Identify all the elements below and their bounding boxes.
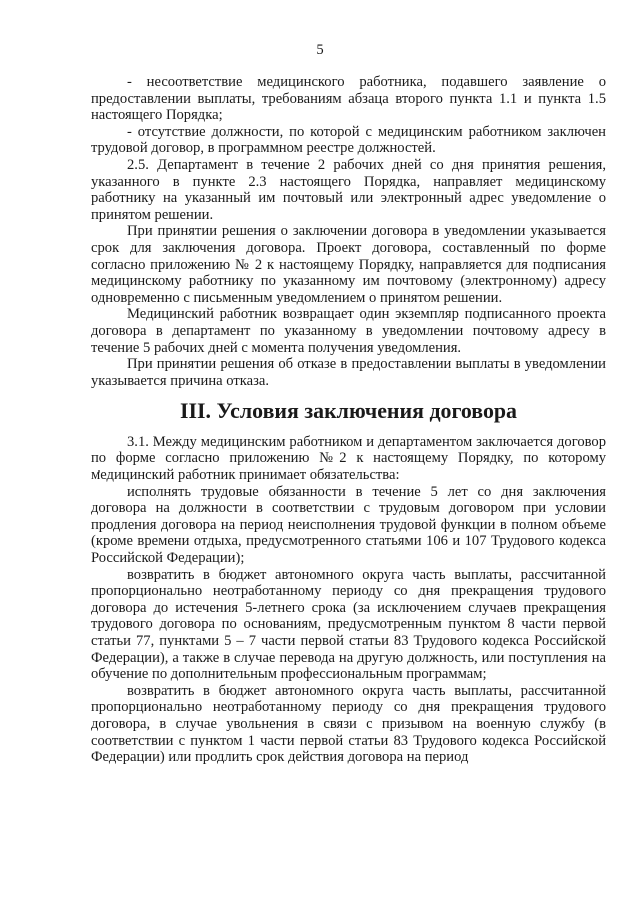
paragraph-obligation-refund: возвратить в бюджет автономного округа часть выплаты, рассчитанной пропорционально неотработанному периоду со дня прекращения трудового договора до истечения 5-летнего срока (за исключением случаев прекращения трудового договора по основаниям, предусмотренным пунктом 8 части первой статьи 77, пунктами 5 – 7 части первой статьи 83 Трудового кодекса Российской Федерации), а также в случае перевода на другую должность, или поступления на обучение по дополнительным профессиональным программам;: [91, 566, 606, 683]
paragraph-return-copy: Медицинский работник возвращает один экземпляр подписанного проекта договора в департамент по указанному в уведомлении почтовому адресу в течение 5 рабочих дней с момента получения уведомления.: [91, 306, 606, 356]
section-heading: III. Условия заключения договора: [179, 398, 518, 424]
page-number: 5: [316, 42, 324, 58]
paragraph-obligation-work: исполнять трудовые обязанности в течение 5 лет со дня заключения договора на должности в соответствии с трудовым договором при условии продления договора на период неисполнения трудовой функции в полном объеме (кроме времени отдыха, предусмотренного статьями 106 и 107 Трудового кодекса Российской Федерации);: [91, 483, 606, 567]
document-body: [91, 74, 606, 766]
paragraph-mismatch-requirements: - несоответствие медицинского работника, подавшего заявление о предоставлении выплаты, требованиям абзаца второго пункта 1.1 и пункта 1.5 настоящего Порядка;: [91, 74, 606, 124]
paragraph-refusal: При принятии решения об отказе в предоставлении выплаты в уведомлении указывается причина отказа.: [91, 356, 606, 389]
paragraph-contract-decision: При принятии решения о заключении договора в уведомлении указывается срок для заключения договора. Проект договора, составленный по форме согласно приложению № 2 к настоящему Порядку, направляется для подписания медицинскому работнику по указанному им почтовому (электронному) адресу одновременно с письменным уведомлением о принятом решении.: [91, 223, 606, 306]
paragraph-obligation-military: возвратить в бюджет автономного округа часть выплаты, рассчитанной пропорционально неотработанному периоду со дня прекращения трудового договора, в случае увольнения в связи с призывом на военную службу (в соответствии с пунктом 1 части первой статьи 83 Трудового кодекса Российской Федерации) или продлить срок действия договора на период: [91, 682, 606, 766]
paragraph-2-5: 2.5. Департамент в течение 2 рабочих дней со дня принятия решения, указанного в пункте 2.3 настоящего Порядка, направляет медицинскому работнику на указанный им почтовый или электронный адрес уведомление о принятом решении.: [91, 156, 606, 223]
paragraph-3-1: 3.1. Между медицинским работником и департаментом заключается договор по форме согласно приложению №2 к настоящему Порядку, по которому медицинский работник принимает обязательства:: [91, 433, 606, 484]
paragraph-no-position: - отсутствие должности, по которой с медицинским работником заключен трудовой договор, в программном реестре должностей.: [91, 123, 606, 157]
